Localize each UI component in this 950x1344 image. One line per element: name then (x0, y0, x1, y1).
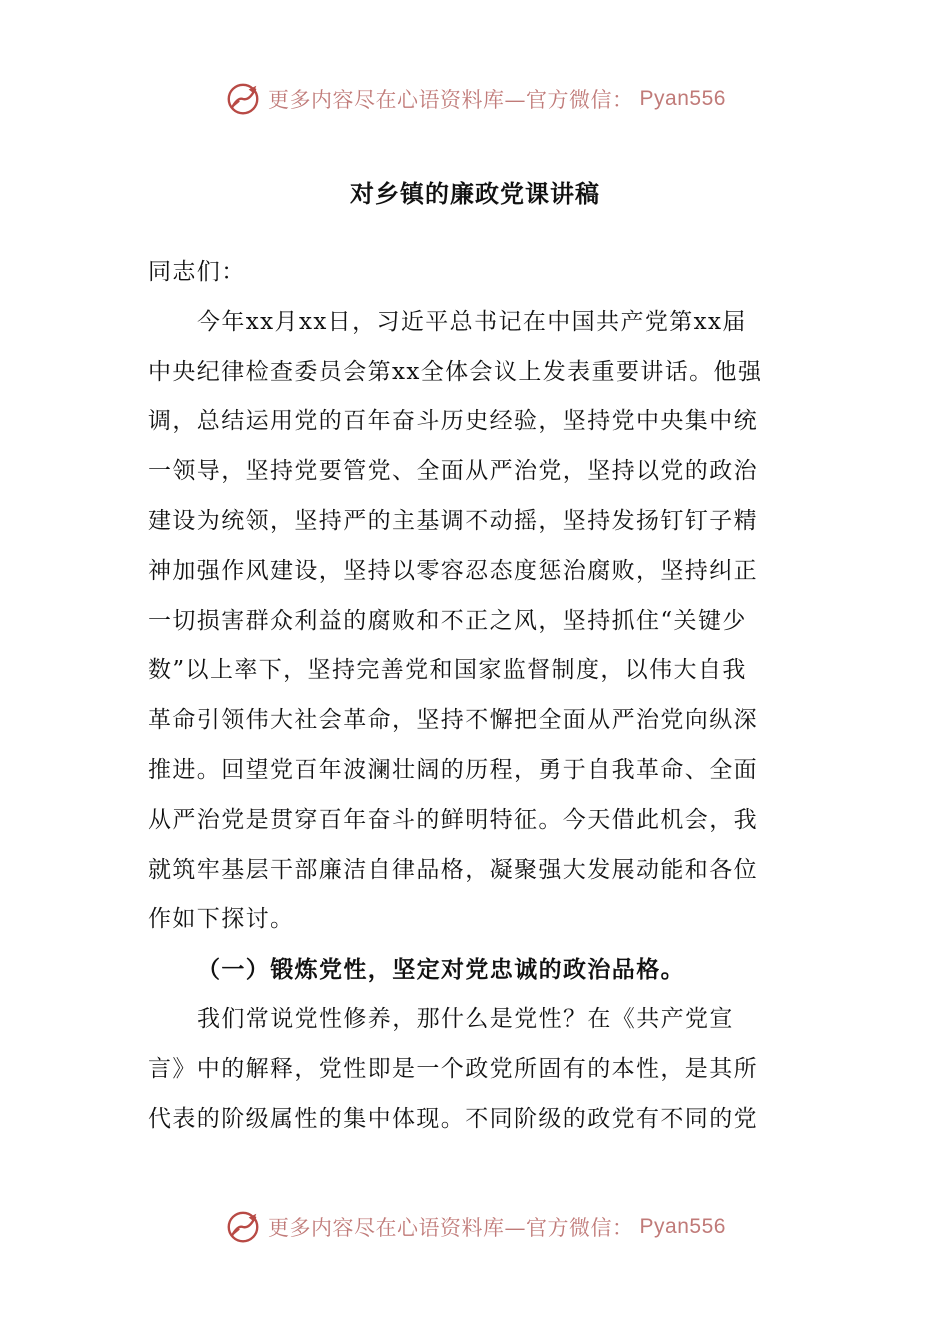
paragraph-line: 建设为统领，坚持严的主基调不动摇，坚持发扬钉钉子精 (148, 507, 758, 534)
paragraph-line: 代表的阶级属性的集中体现。不同阶级的政党有不同的党 (148, 1105, 758, 1132)
paragraph-line: 推进。回望党百年波澜壮阔的历程，勇于自我革命、全面 (148, 756, 758, 783)
paragraph-line: 我们常说党性修养，那什么是党性？在《共产党宣 (197, 1005, 734, 1032)
watermark-wechat-id: Pyan556 (639, 87, 726, 110)
watermark-header (0, 80, 950, 118)
watermark-text: 更多内容尽在心语资料库—官方微信： (268, 1216, 634, 1240)
paragraph-line: 作如下探讨。 (148, 906, 295, 933)
paragraph-line: 革命引领伟大社会革命，坚持不懈把全面从严治党向纵深 (148, 707, 758, 734)
paragraph-line: 调，总结运用党的百年奋斗历史经验，坚持党中央集中统 (148, 408, 758, 435)
pen-logo-icon (224, 1208, 262, 1246)
document-title: 对乡镇的廉政党课讲稿 (350, 179, 600, 208)
section-heading: （一）锻炼党性，坚定对党忠诚的政治品格。 (197, 956, 685, 984)
paragraph-line: 中央纪律检查委员会第xx全体会议上发表重要讲话。他强 (148, 358, 763, 385)
paragraph-line: 言》中的解释，党性即是一个政党所固有的本性，是其所 (148, 1055, 758, 1082)
salutation: 同志们： (148, 259, 246, 285)
paragraph-line: 今年xx月xx日，习近平总书记在中国共产党第xx届 (197, 308, 747, 335)
paragraph-line: 数”以上率下，坚持完善党和国家监督制度，以伟大自我 (148, 657, 747, 684)
paragraph-line: 就筑牢基层干部廉洁自律品格，凝聚强大发展动能和各位 (148, 856, 758, 883)
paragraph-line: 一领导，坚持党要管党、全面从严治党，坚持以党的政治 (148, 458, 758, 485)
paragraph-line: 神加强作风建设，坚持以零容忍态度惩治腐败，坚持纠正 (148, 557, 758, 584)
paragraph-line: 一切损害群众利益的腐败和不正之风，坚持抓住“关键少 (148, 607, 747, 634)
document-body (148, 248, 798, 1144)
watermark-footer (0, 1208, 950, 1246)
pen-logo-icon (224, 80, 262, 118)
watermark-text: 更多内容尽在心语资料库—官方微信： (268, 88, 634, 112)
paragraph-line: 从严治党是贯穿百年奋斗的鲜明特征。今天借此机会，我 (148, 806, 758, 833)
watermark-wechat-id: Pyan556 (639, 1215, 726, 1238)
